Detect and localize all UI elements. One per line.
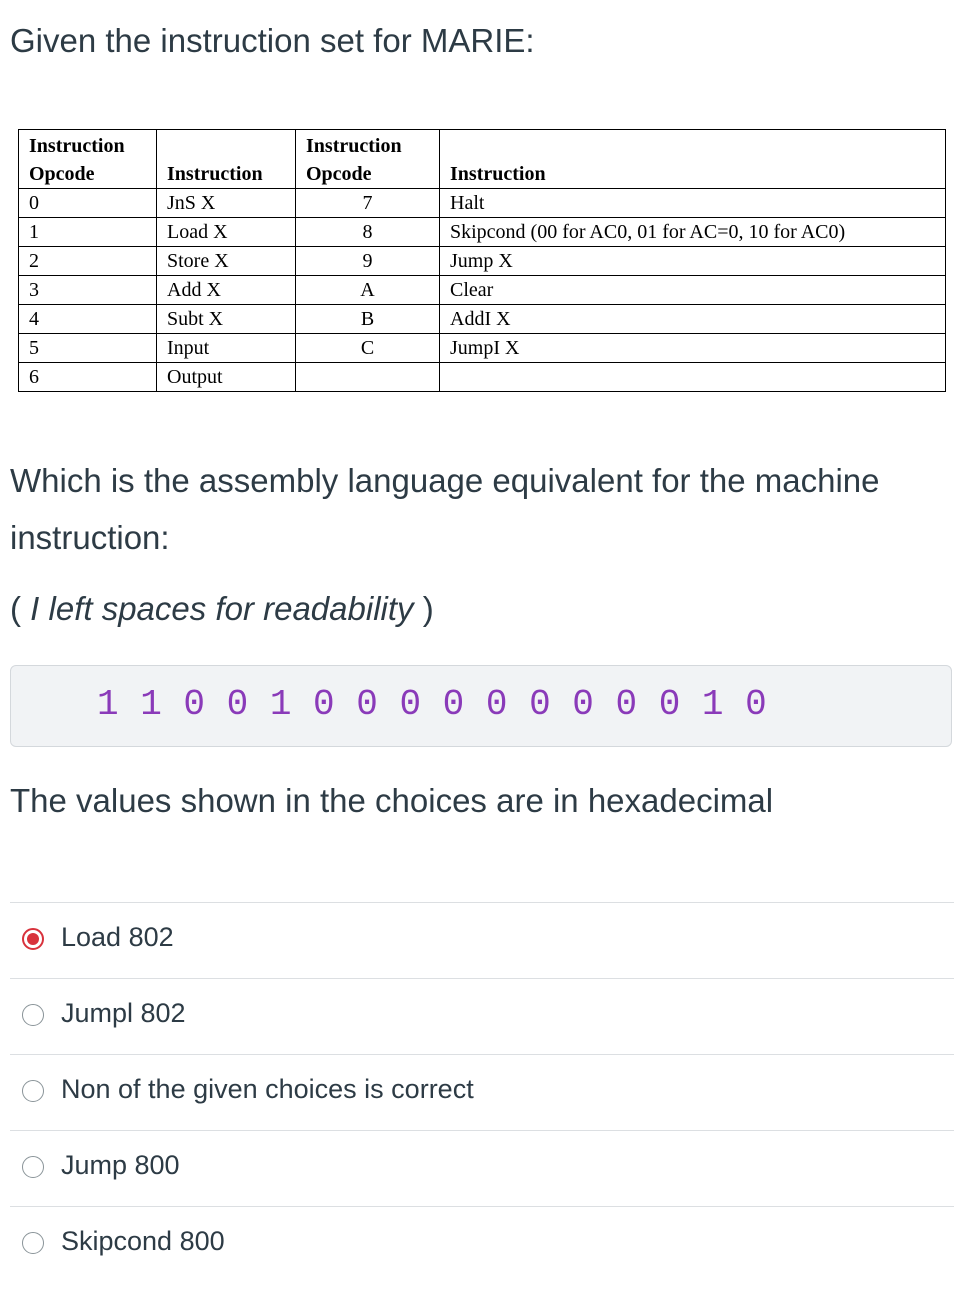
instruction-cell: AddI X <box>440 305 946 334</box>
opcode-cell: 1 <box>19 218 157 247</box>
opcode-cell: 0 <box>19 189 157 218</box>
answer-choices <box>10 902 954 1282</box>
choice-jump-800[interactable] <box>10 1130 954 1206</box>
opcode-cell: C <box>296 334 440 363</box>
table-row <box>19 276 946 305</box>
opcode-cell: 5 <box>19 334 157 363</box>
choice-label: Skipcond 800 <box>61 1226 225 1256</box>
table-row <box>19 334 946 363</box>
instruction-cell: Jump X <box>440 247 946 276</box>
header-opcode-right: Instruction Opcode <box>296 130 440 189</box>
instruction-cell: Add X <box>157 276 296 305</box>
hex-note: The values shown in the choices are in hexadecimal <box>10 782 774 819</box>
header-instruction-right: Instruction <box>440 130 946 189</box>
choice-label: Load 802 <box>61 922 174 952</box>
choice-label: Jump 800 <box>61 1150 180 1180</box>
table-row <box>19 305 946 334</box>
instruction-cell: Store X <box>157 247 296 276</box>
choice-load-802[interactable] <box>10 902 954 978</box>
opcode-cell <box>296 363 440 392</box>
header-opcode-left: Instruction Opcode <box>19 130 157 189</box>
table-row <box>19 218 946 247</box>
header-instruction-left: Instruction <box>157 130 296 189</box>
opcode-cell: 3 <box>19 276 157 305</box>
instruction-cell: Input <box>157 334 296 363</box>
question-intro: Given the instruction set for MARIE: <box>10 22 535 59</box>
instruction-cell: Output <box>157 363 296 392</box>
table-row <box>19 363 946 392</box>
choice-skipcond-800[interactable] <box>10 1206 954 1282</box>
instruction-cell: JumpI X <box>440 334 946 363</box>
instruction-cell <box>440 363 946 392</box>
instruction-cell: Halt <box>440 189 946 218</box>
choice-jumpl-802[interactable] <box>10 978 954 1054</box>
radio-icon[interactable] <box>22 1232 44 1254</box>
machine-code-block <box>10 665 952 747</box>
opcode-cell: 4 <box>19 305 157 334</box>
instruction-cell: JnS X <box>157 189 296 218</box>
radio-selected-icon[interactable] <box>22 928 44 950</box>
opcode-cell: 2 <box>19 247 157 276</box>
opcode-cell: 9 <box>296 247 440 276</box>
opcode-cell: B <box>296 305 440 334</box>
instruction-cell: Load X <box>157 218 296 247</box>
table-header-row <box>19 130 946 189</box>
instruction-cell: Subt X <box>157 305 296 334</box>
table-row <box>19 189 946 218</box>
opcode-cell: 8 <box>296 218 440 247</box>
choice-none-correct[interactable] <box>10 1054 954 1130</box>
opcode-cell: A <box>296 276 440 305</box>
machine-code: 1 1 0 0 1 0 0 0 0 0 0 0 0 0 1 0 <box>97 684 767 725</box>
instruction-cell: Clear <box>440 276 946 305</box>
choice-label: Jumpl 802 <box>61 998 186 1028</box>
choice-label: Non of the given choices is correct <box>61 1074 474 1104</box>
radio-icon[interactable] <box>22 1004 44 1026</box>
opcode-cell: 6 <box>19 363 157 392</box>
question-text: Which is the assembly language equivalent for the machine instruction: <box>10 462 880 556</box>
radio-icon[interactable] <box>22 1156 44 1178</box>
radio-icon[interactable] <box>22 1080 44 1102</box>
table-row <box>19 247 946 276</box>
opcode-cell: 7 <box>296 189 440 218</box>
instruction-set-table <box>18 129 946 392</box>
instruction-cell: Skipcond (00 for AC0, 01 for AC=0, 10 for AC0) <box>440 218 946 247</box>
readability-note: ( I left spaces for readability ) <box>10 590 434 627</box>
